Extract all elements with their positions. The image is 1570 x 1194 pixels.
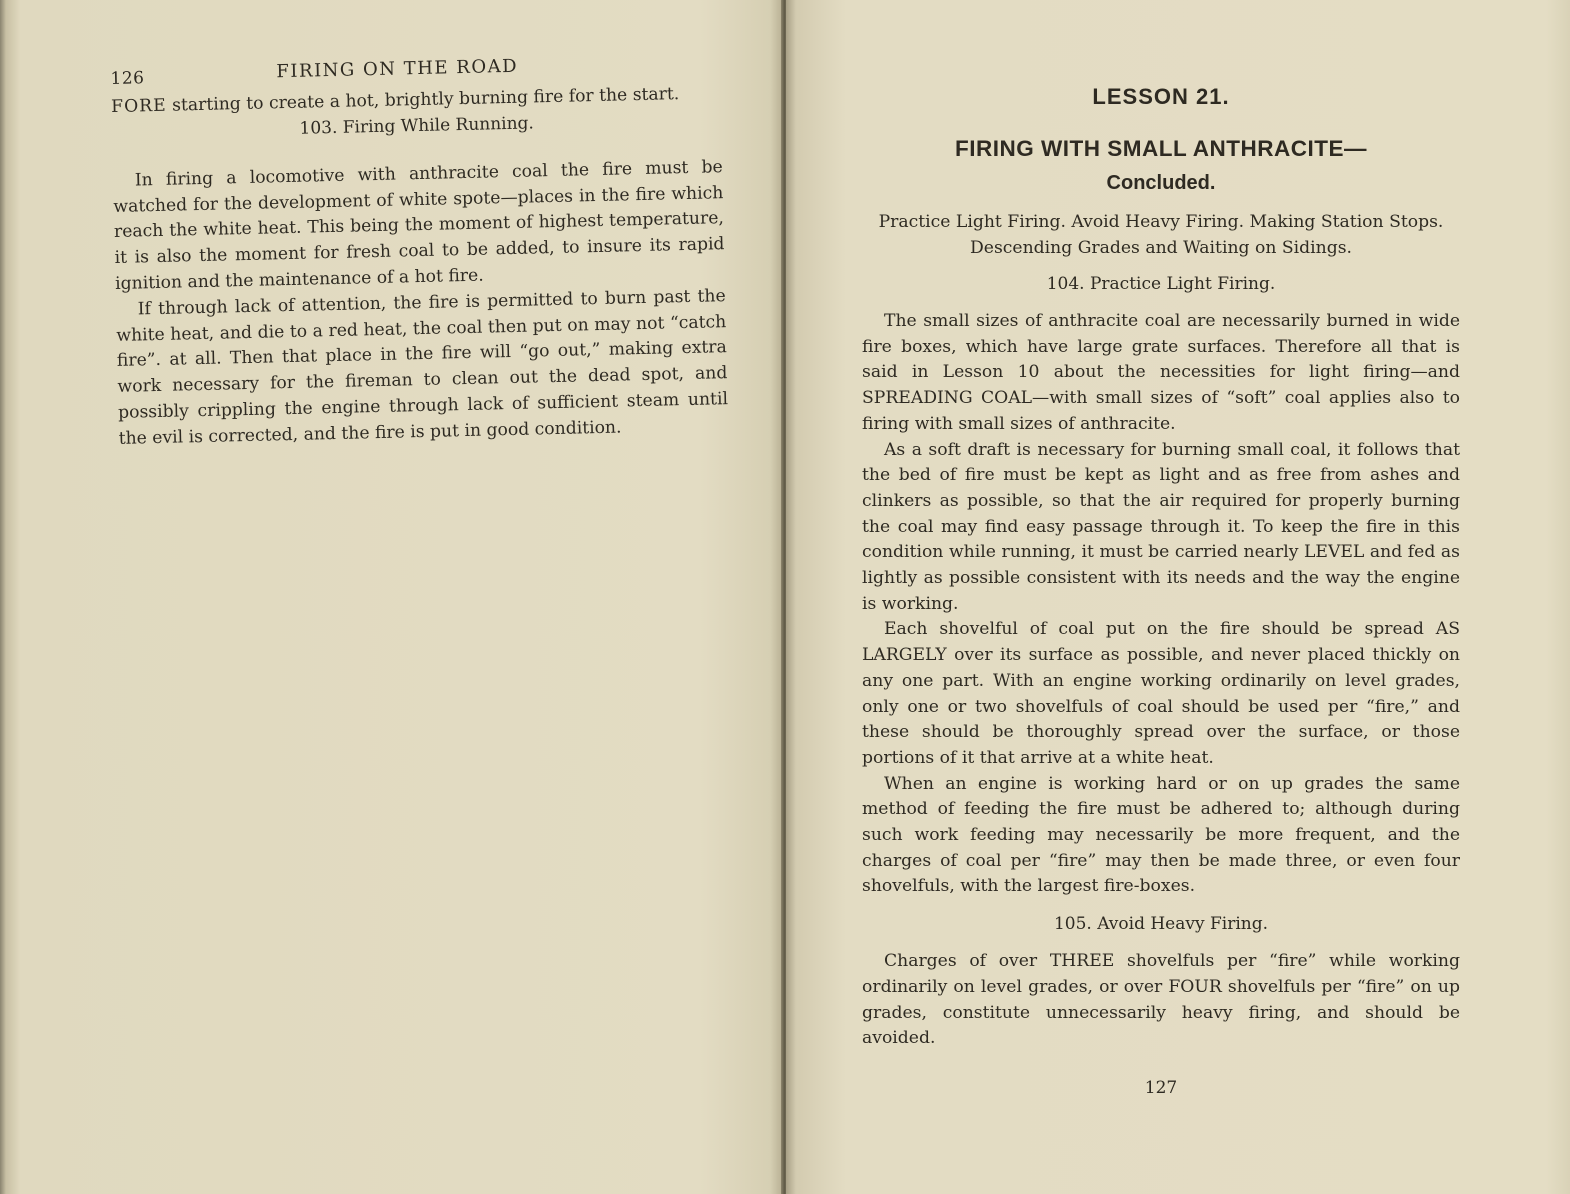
continuation-lead-caps: FORE [110, 95, 167, 117]
section-heading-105: 105. Avoid Heavy Firing. [1053, 914, 1269, 935]
continuation-text: starting to create a hot, brightly burning fire for the start. [166, 84, 680, 116]
section-heading-104: 104. Practice Light Firing. [1046, 274, 1276, 294]
paragraph-103-1: In firing a locomotive with anthracite coal the fire must be watched for the development of white spote—places in the fire which reach the white heat. This being the moment of highest temperature, it is also the moment for fresh coal to be added, to insure its rapid ignition and the maintenance of a hot fire. [113, 156, 725, 294]
lesson-summary: Practice Light Firing. Avoid Heavy Firing. Making Station Stops. Descending Grades and Waiting on Sidings. [878, 212, 1444, 258]
left-page-content [110, 41, 729, 452]
right-page-content [862, 84, 1460, 1098]
paragraph-104-1: The small sizes of anthracite coal are necessarily burned in wide fire boxes, which have large grate surfaces. Therefore all that is said in Lesson 10 about the necessities for light firing—and SPREADING COAL—with small sizes of “soft” coal applies also to firing with small sizes of anthracite. [862, 311, 1460, 434]
page-number-left: 126 [110, 68, 145, 89]
running-title: FIRING ON THE ROAD [276, 55, 519, 83]
page-number-right: 127 [1144, 1077, 1178, 1098]
lesson-title: LESSON 21. [1092, 84, 1230, 109]
left-page [0, 0, 783, 1194]
paragraph-104-3: Each shovelful of coal put on the fire should be spread AS LARGELY over its surface as possible, and never placed thickly on any one part. With an engine working ordinarily on level grades, only one or two shovelfuls of coal should be used per “fire,” and these should be thoroughly spread over the surface, or those portions of it that arrive at a white heat. [862, 619, 1460, 768]
paragraph-104-4: When an engine is working hard or on up grades the same method of feeding the fire must be adhered to; although during such work feeding may necessarily be more frequent, and the charges of coal per “fire” may then be made three, or even four shovelfuls, with the largest fire-boxes. [862, 773, 1460, 897]
chapter-title: FIRING WITH SMALL ANTHRACITE— [955, 136, 1367, 161]
right-page [786, 0, 1570, 1194]
paragraph-103-2: If through lack of attention, the fire is permitted to burn past the white heat, and die to a red heat, the coal then put on may not “catch fire”. at all. Then that place in the fire will “go out,” making extra work necessary for the fireman to clean out the dead spot, and possibly crippling the engine through lack of sufficient steam until the evil is corrected, and the fire is put in good condition. [116, 285, 729, 449]
paragraph-104-2: As a soft draft is necessary for burning small coal, it follows that the bed of fire must be kept as light and as free from ashes and clinkers as possible, so that the air required for properly burning the coal may find easy passage through it. To keep the fire in this condition while running, it must be carried nearly LEVEL and fed as lightly as possible consistent with its needs and the way the engine is working. [862, 439, 1460, 614]
paragraph-105-1: Charges of over THREE shovelfuls per “fire” while working ordinarily on level grades, or over FOUR shovelfuls per “fire” on up grades, constitute unnecessarily heavy firing, and should be avoided. [862, 951, 1460, 1049]
section-heading-103: 103. Firing While Running. [299, 113, 535, 139]
chapter-subtitle: Concluded. [1106, 172, 1216, 194]
